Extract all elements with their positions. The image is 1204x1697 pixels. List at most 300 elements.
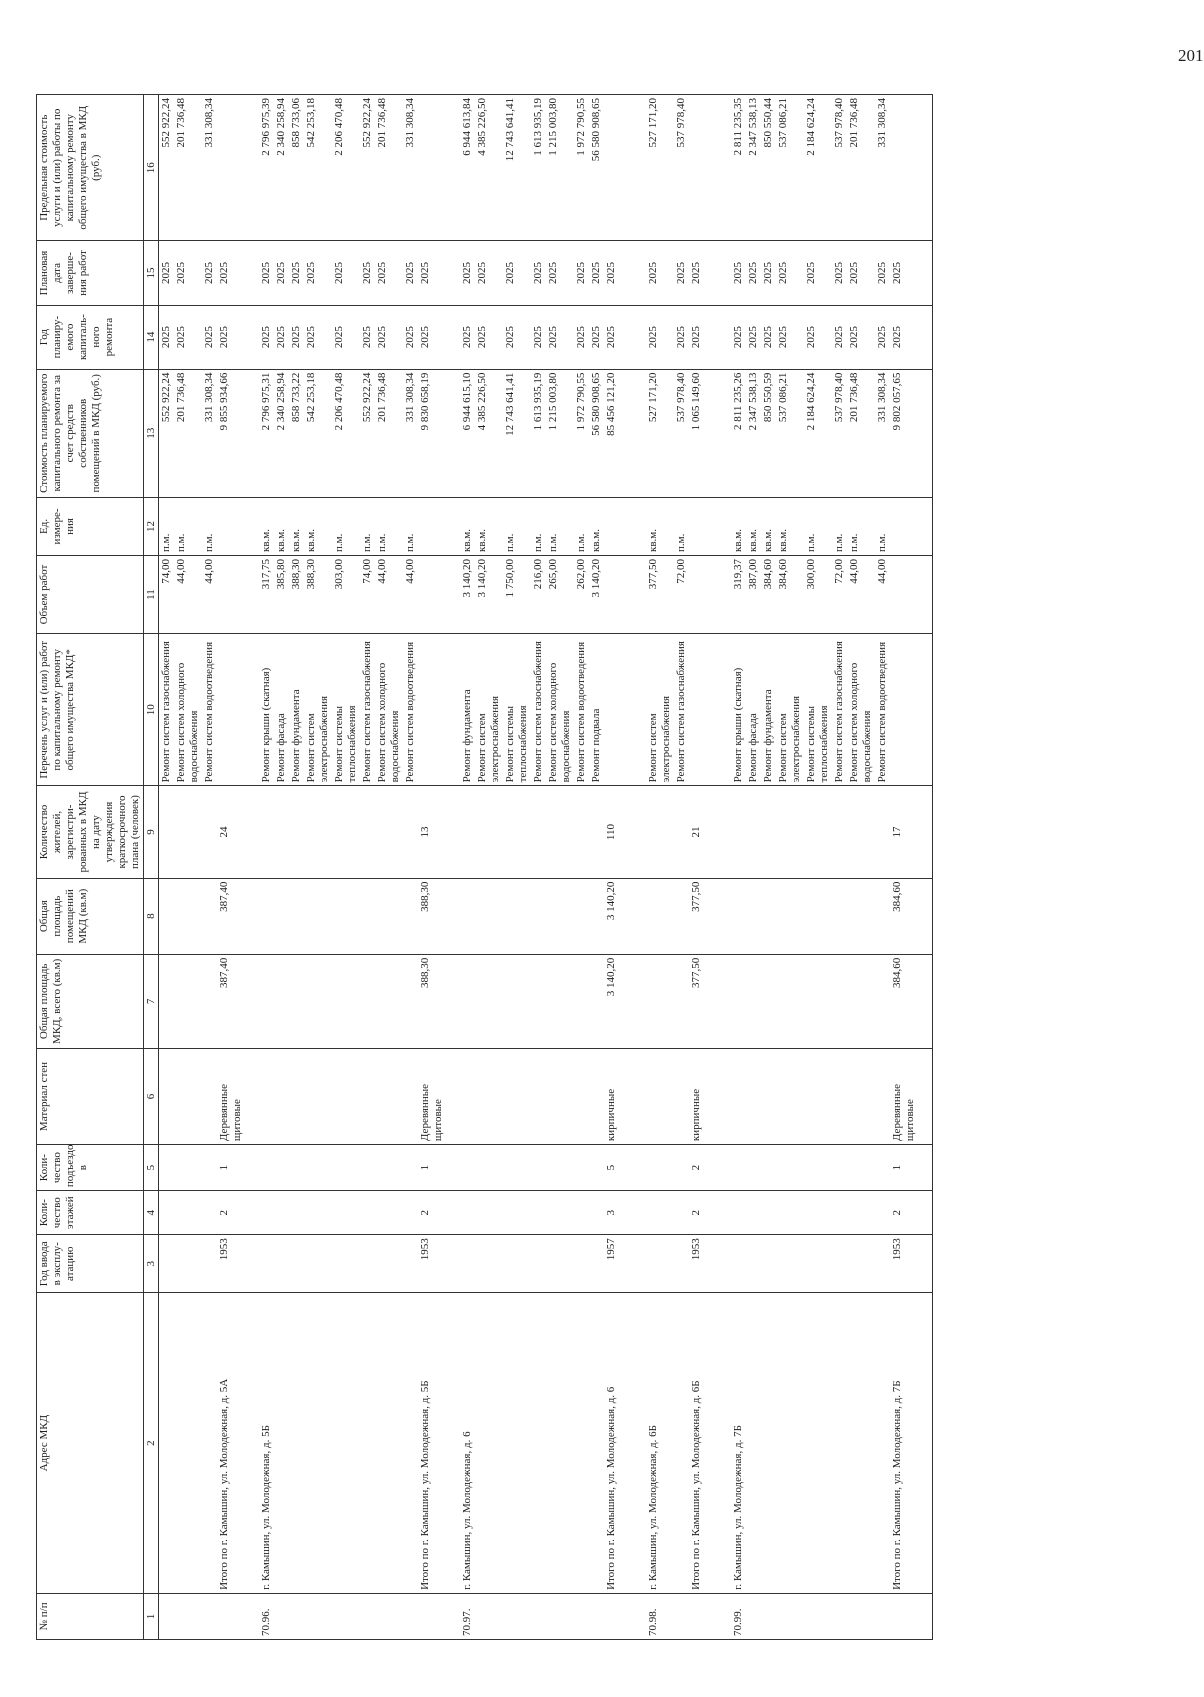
table-cell: Ремонт фундамента (761, 634, 776, 786)
table-cell (890, 634, 933, 786)
table-cell: 537 086,21 (776, 369, 804, 497)
table-cell: п.м. (174, 497, 202, 555)
table-cell: Ремонт систем водоотведения (202, 634, 217, 786)
table-cell (604, 497, 646, 555)
table-cell: 1 (217, 1145, 259, 1191)
table-cell (274, 1293, 289, 1594)
table-cell (304, 878, 332, 954)
table-cell (304, 1293, 332, 1594)
table-cell (875, 1293, 890, 1594)
table-cell (604, 634, 646, 786)
table-row (289, 95, 304, 1640)
table-cell: 6 944 613,84 (460, 95, 475, 241)
table-cell (475, 1593, 503, 1639)
table-cell: 72,00 (832, 556, 847, 634)
table-cell (804, 1593, 832, 1639)
table-cell: 2 (418, 1191, 460, 1235)
table-cell (574, 786, 589, 878)
table-cell: 317,75 (259, 556, 274, 634)
table-cell: п.м. (531, 497, 546, 555)
table-cell (259, 878, 274, 954)
table-cell (418, 497, 460, 555)
table-cell: Ремонт крыши (скатная) (731, 634, 746, 786)
table-cell (304, 1145, 332, 1191)
table-cell (761, 1235, 776, 1293)
table-cell: 1 613 935,19 (531, 95, 546, 241)
table-cell (832, 1593, 847, 1639)
table-cell: г. Камышин, ул. Молодежная, д. 6Б (646, 1293, 674, 1594)
table-cell: 2 (217, 1191, 259, 1235)
table-cell: п.м. (332, 497, 360, 555)
table-cell: 1 972 790,55 (574, 369, 589, 497)
table-cell (589, 1235, 604, 1293)
table-cell (875, 1235, 890, 1293)
table-cell: кв.м. (259, 497, 274, 555)
table-cell: 2025 (418, 241, 460, 305)
table-cell: 2025 (202, 241, 217, 305)
table-cell: 2025 (574, 305, 589, 369)
column-number: 7 (144, 954, 159, 1048)
table-cell: п.м. (403, 497, 418, 555)
table-cell: 303,00 (332, 556, 360, 634)
table-cell (531, 1191, 546, 1235)
table-cell: 201 736,48 (174, 95, 202, 241)
table-cell (460, 786, 475, 878)
table-cell: 2025 (731, 305, 746, 369)
table-cell (159, 1191, 175, 1235)
table-cell: 2025 (546, 241, 574, 305)
table-row (159, 95, 175, 1640)
column-number: 1 (144, 1593, 159, 1639)
table-cell (847, 1191, 875, 1235)
table-cell (875, 954, 890, 1048)
table-cell (832, 1191, 847, 1235)
table-cell: 2 811 235,26 (731, 369, 746, 497)
table-cell (674, 954, 689, 1048)
table-row (761, 95, 776, 1640)
table-cell: 2025 (503, 305, 531, 369)
table-cell (832, 786, 847, 878)
table-cell: 388,30 (304, 556, 332, 634)
table-cell (332, 786, 360, 878)
table-cell: 387,40 (217, 878, 259, 954)
table-cell: 542 253,18 (304, 369, 332, 497)
table-cell: 1 065 149,60 (689, 369, 731, 497)
table-cell (503, 1235, 531, 1293)
table-cell (332, 1593, 360, 1639)
table-cell (832, 1235, 847, 1293)
table-cell: г. Камышин, ул. Молодежная, д. 5Б (259, 1293, 274, 1594)
table-cell (503, 1293, 531, 1594)
column-header: № п/п (37, 1593, 144, 1639)
table-cell (360, 1235, 375, 1293)
table-cell (674, 1191, 689, 1235)
table-cell: 2025 (847, 305, 875, 369)
table-cell: 2 340 258,94 (274, 369, 289, 497)
table-cell (689, 1593, 731, 1639)
document-page: 201 № п/п Адрес МКД Год ввода в эксплу- атацию Коли- чество этажей Коли- чество подъездо в Материал стен Общая площадь МКД, всего (кв.м) Общая площадь помещений МКД (кв.м) Количество жителей, зарегистри- рованных в МКД на дату утверждения краткосрочного плана (человек) Перечень услуг и (или) работ по капитальному ремонту общего имущества МКД* Объем работ Ед. измере- ния Стоимость планируемого капитального ремонта за счет средств собственников помещений в МКД (руб.) Год планиру- емого капиталь- ного ремонта Плановая дата заверше- ния работ Предельная стоимость услуги и (или) работы по капитальному ремонту общего имущества в МКД (руб.) 1 2 3 4 5 6 7 8 9 10 11 12 13 14 15 16 Ремонт систем газоснабжения 74,00 п.м. 552 922,24 2025 2025 552 922,24 Ремонт систем холодного водоснабжения 44,00 п.м. 201 736,48 2025 2025 201 736,48 Ремонт систем водоотведения 44,00 п.м. 331 308,34 2025 2025 331 308,34 Итого по г. Камышин, ул. Молодежная, д. 5А 1953 2 1 Деревянные щитовые 387,40 387,40 24 9 855 934,66 2025 2025 70.96. г. Камышин, ул. Молодежная, д. 5Б Ремонт крыши (скатная) 317,75 кв.м. 2 796 975,31 2025 2025 2 796 975,39 Ремонт фасада 385,80 кв.м. 2 340 258,94 2025 2025 2 340 258,94 Ремонт фундамента 388,30 кв.м. 858 733,22 2025 2025 858 733,06 Ремонт систем электроснабжения 388,30 кв.м. 542 253,18 2025 2025 542 253,18 Ремонт системы теплоснабжения 303,00 п.м. 2 206 470,48 2025 2025 2 206 470,48 Ремонт систем газоснабжения 74,00 п.м. 552 922,24 2025 2025 552 922,24 Ремонт систем холодного водоснабжения 44,00 п.м. 201 736,48 2025 2025 201 736,48 Ремонт систем водоотведения 44,00 п.м. 331 308,34 2025 2025 331 308,34 Итого по г. Камышин, ул. Молодежная, д. 5Б 1953 2 1 Деревянные щитовые 388,30 388,30 13 9 830 658,19 2025 2025 70.97. г. Камышин, ул. Молодежная, д. 6 Ремонт фундамента 3 140,20 кв.м. 6 944 615,10 2025 2025 6 944 613,84 Ремонт систем электроснабжения 3 140,20 кв.м. 4 385 226,50 2025 2025 4 385 226,50 Ремонт системы теплоснабжения 1 750,00 п.м. 12 743 641,41 2025 2025 12 743 641,41 Ремонт систем газоснабжения 216,00 п.м. 1 613 935,19 2025 2025 1 613 935,19 Ремонт систем холодного водоснабжения 265,00 п.м. 1 215 003,80 2025 2025 1 215 003,80 Ремонт систем водоотведения 262,00 п.м. 1 972 790,55 2025 2025 1 972 790,55 Ремонт подвала 3 140,20 кв.м. 56 580 908,65 2025 2025 56 580 908,65 Итого по г. Камышин, ул. Молодежная, д. 6 1957 3 5 кирпичные 3 140,20 3 140,20 110 85 456 121,20 2025 2025 70.98. г. Камышин, ул. Молодежная, д. 6Б Ремонт систем электроснабжения 377,50 кв.м. 527 171,20 2025 2025 527 171,20 Ремонт систем газоснабжения 72,00 п.м. 537 978,40 2025 2025 537 978,40 Итого по г. Камышин, ул. Молодежная, д. 6Б 1953 2 2 кирпичные 377,50 377,50 21 1 065 149,60 2025 2025 70.99. г. Камышин, ул. Молодежная, д. 7Б Ремонт крыши (скатная) 319,37 кв.м. 2 811 235,26 2025 2025 2 811 235,35 Ремонт фасада 387,00 кв.м. 2 347 538,13 2025 2025 2 347 538,13 Ремонт фундамента 384,60 кв.м. 850 550,59 2025 2025 850 550,44 Ремонт систем электроснабжения 384,60 кв.м. 537 086,21 2025 2025 537 086,21 Ремонт системы теплоснабжения 300,00 п.м. 2 184 624,24 2025 2025 2 184 624,24 Ремонт систем газоснабжения 72,00 п.м. 537 978,40 2025 2025 537 978,40 Ремонт систем холодного водоснабжения 44,00 п.м. 201 736,48 2025 2025 201 736,48 Ремонт систем водоотведения 44,00 п.м. 331 308,34 2025 2025 331 308,34 Итого по г. Камышин, ул. Молодежная, д. 7Б 1953 2 1 Деревянные щитовые 384,60 384,60 17 9 802 057,65 2025 2025 (0, 0, 1200, 1697)
table-cell (531, 1145, 546, 1191)
table-cell: 5 (604, 1145, 646, 1191)
table-cell (761, 786, 776, 878)
table-cell (646, 1235, 674, 1293)
table-cell (531, 1048, 546, 1144)
table-cell (804, 1191, 832, 1235)
table-cell: 2025 (174, 241, 202, 305)
table-cell (589, 878, 604, 954)
table-cell (875, 878, 890, 954)
table-cell: Ремонт системы теплоснабжения (503, 634, 531, 786)
table-cell: 2025 (460, 305, 475, 369)
table-cell (746, 1191, 761, 1235)
table-cell (332, 1145, 360, 1191)
table-cell (460, 1235, 475, 1293)
repair-plan-table (36, 94, 933, 1640)
table-cell: 4 385 226,50 (475, 369, 503, 497)
column-header: Общая площадь помещений МКД (кв.м) (37, 878, 144, 954)
table-cell: 74,00 (360, 556, 375, 634)
table-cell: Ремонт фасада (746, 634, 761, 786)
table-cell: 216,00 (531, 556, 546, 634)
table-cell (574, 1235, 589, 1293)
table-cell (159, 878, 175, 954)
table-cell: 3 140,20 (475, 556, 503, 634)
table-cell (418, 634, 460, 786)
table-cell (403, 1593, 418, 1639)
table-cell: 384,60 (761, 556, 776, 634)
table-cell: 2025 (574, 241, 589, 305)
table-row (832, 95, 847, 1640)
table-cell (875, 786, 890, 878)
table-cell (202, 1235, 217, 1293)
table-cell: 1957 (604, 1235, 646, 1293)
table-cell (259, 1048, 274, 1144)
table-cell: 70.96. (259, 1593, 274, 1639)
table-cell (847, 878, 875, 954)
column-header: Коли- чество подъездо в (37, 1145, 144, 1191)
table-cell: 2025 (776, 241, 804, 305)
table-cell: 300,00 (804, 556, 832, 634)
table-cell (259, 786, 274, 878)
table-cell (589, 1191, 604, 1235)
table-cell: кв.м. (304, 497, 332, 555)
table-cell: 384,60 (776, 556, 804, 634)
table-cell: Ремонт систем газоснабжения (674, 634, 689, 786)
table-cell (304, 1235, 332, 1293)
table-row (546, 95, 574, 1640)
table-cell: 262,00 (574, 556, 589, 634)
table-cell (646, 1048, 674, 1144)
table-cell: г. Камышин, ул. Молодежная, д. 7Б (731, 1293, 746, 1594)
table-cell (731, 878, 746, 954)
table-cell (360, 1145, 375, 1191)
table-cell (332, 954, 360, 1048)
table-cell: 2025 (304, 241, 332, 305)
table-cell (174, 1235, 202, 1293)
table-cell (546, 1145, 574, 1191)
table-cell (259, 1235, 274, 1293)
table-cell: Ремонт системы теплоснабжения (332, 634, 360, 786)
table-cell: 21 (689, 786, 731, 878)
column-number: 12 (144, 497, 159, 555)
column-number: 6 (144, 1048, 159, 1144)
table-cell (274, 1235, 289, 1293)
table-cell: 2025 (804, 241, 832, 305)
table-cell: 850 550,59 (761, 369, 776, 497)
table-cell (375, 878, 403, 954)
table-cell (689, 634, 731, 786)
table-row (403, 95, 418, 1640)
table-cell (674, 1235, 689, 1293)
table-cell: Итого по г. Камышин, ул. Молодежная, д. 5А (217, 1293, 259, 1594)
table-cell (546, 1191, 574, 1235)
table-cell (776, 1593, 804, 1639)
table-cell (761, 954, 776, 1048)
table-cell (574, 1191, 589, 1235)
column-number: 13 (144, 369, 159, 497)
table-cell (375, 1235, 403, 1293)
table-cell: 387,40 (217, 954, 259, 1048)
table-cell: Ремонт фундамента (460, 634, 475, 786)
table-cell: 331 308,34 (403, 369, 418, 497)
table-cell: кирпичные (604, 1048, 646, 1144)
table-cell: п.м. (375, 497, 403, 555)
table-cell (375, 786, 403, 878)
table-cell: Итого по г. Камышин, ул. Молодежная, д. 5Б (418, 1293, 460, 1594)
table-cell (746, 878, 761, 954)
table-cell (531, 1593, 546, 1639)
table-cell (274, 1048, 289, 1144)
table-cell (289, 1293, 304, 1594)
table-cell (574, 1593, 589, 1639)
table-cell (847, 1048, 875, 1144)
table-cell (375, 1293, 403, 1594)
table-cell (274, 954, 289, 1048)
table-cell (574, 1293, 589, 1594)
table-cell (418, 556, 460, 634)
table-cell: 2025 (360, 305, 375, 369)
table-cell (503, 1145, 531, 1191)
table-cell: 2025 (531, 241, 546, 305)
table-cell (375, 1145, 403, 1191)
table-cell: 1953 (418, 1235, 460, 1293)
table-cell: 858 733,22 (289, 369, 304, 497)
table-cell (890, 95, 933, 241)
table-cell (259, 1145, 274, 1191)
table-cell (546, 786, 574, 878)
table-cell: 2 796 975,39 (259, 95, 274, 241)
table-cell (304, 1593, 332, 1639)
column-header: Объем работ (37, 556, 144, 634)
table-cell (475, 1293, 503, 1594)
table-cell (503, 1593, 531, 1639)
table-cell: п.м. (360, 497, 375, 555)
column-number: 5 (144, 1145, 159, 1191)
table-cell (332, 1191, 360, 1235)
table-cell: 331 308,34 (202, 95, 217, 241)
table-cell: Ремонт системы теплоснабжения (804, 634, 832, 786)
table-cell: Ремонт систем водоотведения (875, 634, 890, 786)
column-header: Адрес МКД (37, 1293, 144, 1594)
table-cell (217, 556, 259, 634)
table-cell: 1953 (689, 1235, 731, 1293)
table-cell: 110 (604, 786, 646, 878)
table-cell (761, 1293, 776, 1594)
table-row (202, 95, 217, 1640)
table-cell (159, 1593, 175, 1639)
table-cell: 2025 (847, 241, 875, 305)
table-cell: 2025 (832, 241, 847, 305)
table-cell: 331 308,34 (403, 95, 418, 241)
table-cell: 2025 (531, 305, 546, 369)
table-cell (259, 954, 274, 1048)
table-cell: 2025 (418, 305, 460, 369)
table-cell: 377,50 (689, 954, 731, 1048)
table-cell (375, 1048, 403, 1144)
table-cell (159, 1293, 175, 1594)
table-cell: 1 613 935,19 (531, 369, 546, 497)
table-cell (202, 1048, 217, 1144)
table-cell: п.м. (574, 497, 589, 555)
column-number: 4 (144, 1191, 159, 1235)
table-cell (217, 95, 259, 241)
table-cell: 2025 (360, 241, 375, 305)
table-cell: 1 (890, 1145, 933, 1191)
table-cell: 2 811 235,35 (731, 95, 746, 241)
table-cell: 3 140,20 (589, 556, 604, 634)
table-cell (574, 954, 589, 1048)
table-cell (646, 1191, 674, 1235)
table-cell: Ремонт крыши (скатная) (259, 634, 274, 786)
table-row (674, 95, 689, 1640)
table-cell: 4 385 226,50 (475, 95, 503, 241)
table-cell (589, 1145, 604, 1191)
table-cell (304, 1048, 332, 1144)
table-cell: 2025 (375, 241, 403, 305)
table-cell: 2 796 975,31 (259, 369, 274, 497)
table-cell (217, 634, 259, 786)
table-cell: п.м. (674, 497, 689, 555)
table-cell: Ремонт систем электроснабжения (646, 634, 674, 786)
table-cell (403, 786, 418, 878)
table-cell (274, 1593, 289, 1639)
table-cell: п.м. (503, 497, 531, 555)
table-cell (531, 1293, 546, 1594)
table-cell: 388,30 (289, 556, 304, 634)
table-cell (731, 1191, 746, 1235)
table-cell: 44,00 (174, 556, 202, 634)
table-cell (403, 954, 418, 1048)
table-cell (832, 1048, 847, 1144)
table-cell (475, 1048, 503, 1144)
table-cell (475, 1235, 503, 1293)
table-row (174, 95, 202, 1640)
table-cell: 56 580 908,65 (589, 369, 604, 497)
table-cell: 552 922,24 (159, 95, 175, 241)
table-cell: Ремонт фасада (274, 634, 289, 786)
table-cell: 2025 (674, 241, 689, 305)
table-cell: 3 140,20 (460, 556, 475, 634)
total-row (689, 95, 731, 1640)
table-cell (546, 1593, 574, 1639)
table-cell: 2025 (375, 305, 403, 369)
table-cell: кв.м. (589, 497, 604, 555)
table-cell (832, 954, 847, 1048)
table-cell: кв.м. (289, 497, 304, 555)
table-cell (503, 878, 531, 954)
table-cell (589, 786, 604, 878)
table-row (589, 95, 604, 1640)
table-cell (847, 1235, 875, 1293)
table-cell: г. Камышин, ул. Молодежная, д. 6 (460, 1293, 475, 1594)
table-cell: 70.98. (646, 1593, 674, 1639)
table-cell: Ремонт систем газоснабжения (159, 634, 175, 786)
table-cell (776, 878, 804, 954)
table-cell (274, 786, 289, 878)
table-cell: Итого по г. Камышин, ул. Молодежная, д. 6Б (689, 1293, 731, 1594)
table-cell: 2 206 470,48 (332, 369, 360, 497)
column-header: Стоимость планируемого капитального ремонта за счет средств собственников помещений в МКД (руб.) (37, 369, 144, 497)
table-cell: п.м. (847, 497, 875, 555)
table-cell: 9 802 057,65 (890, 369, 933, 497)
table-cell (418, 1593, 460, 1639)
table-cell: 552 922,24 (360, 95, 375, 241)
table-cell: Ремонт систем водоотведения (403, 634, 418, 786)
table-cell: 2 347 538,13 (746, 369, 761, 497)
table-cell (159, 954, 175, 1048)
table-cell: 387,00 (746, 556, 761, 634)
table-cell: 2025 (475, 305, 503, 369)
table-row (804, 95, 832, 1640)
table-cell (159, 786, 175, 878)
table-cell: 74,00 (159, 556, 175, 634)
table-cell (847, 786, 875, 878)
table-cell (289, 1048, 304, 1144)
table-cell: 2025 (832, 305, 847, 369)
table-cell: 2025 (475, 241, 503, 305)
table-cell: 2025 (217, 241, 259, 305)
table-cell: 2025 (332, 241, 360, 305)
building-row (259, 95, 274, 1640)
table-cell (674, 1293, 689, 1594)
table-cell (304, 954, 332, 1048)
table-cell (304, 1191, 332, 1235)
table-cell: 2025 (646, 305, 674, 369)
building-row (646, 95, 674, 1640)
table-cell (847, 1145, 875, 1191)
table-cell (174, 1191, 202, 1235)
table-cell: 527 171,20 (646, 95, 674, 241)
column-header: Год планиру- емого капиталь- ного ремонта (37, 305, 144, 369)
table-cell (531, 1235, 546, 1293)
table-cell (174, 1293, 202, 1594)
table-cell (403, 1235, 418, 1293)
table-cell (289, 878, 304, 954)
table-cell (731, 786, 746, 878)
table-cell (403, 1145, 418, 1191)
table-cell (674, 1048, 689, 1144)
total-row (890, 95, 933, 1640)
table-cell (546, 1048, 574, 1144)
table-cell (746, 1293, 761, 1594)
table-row (304, 95, 332, 1640)
table-cell: Ремонт систем газоснабжения (360, 634, 375, 786)
table-cell (360, 1191, 375, 1235)
table-cell (731, 1048, 746, 1144)
table-cell (761, 1048, 776, 1144)
table-cell: 331 308,34 (875, 95, 890, 241)
table-cell (804, 1048, 832, 1144)
